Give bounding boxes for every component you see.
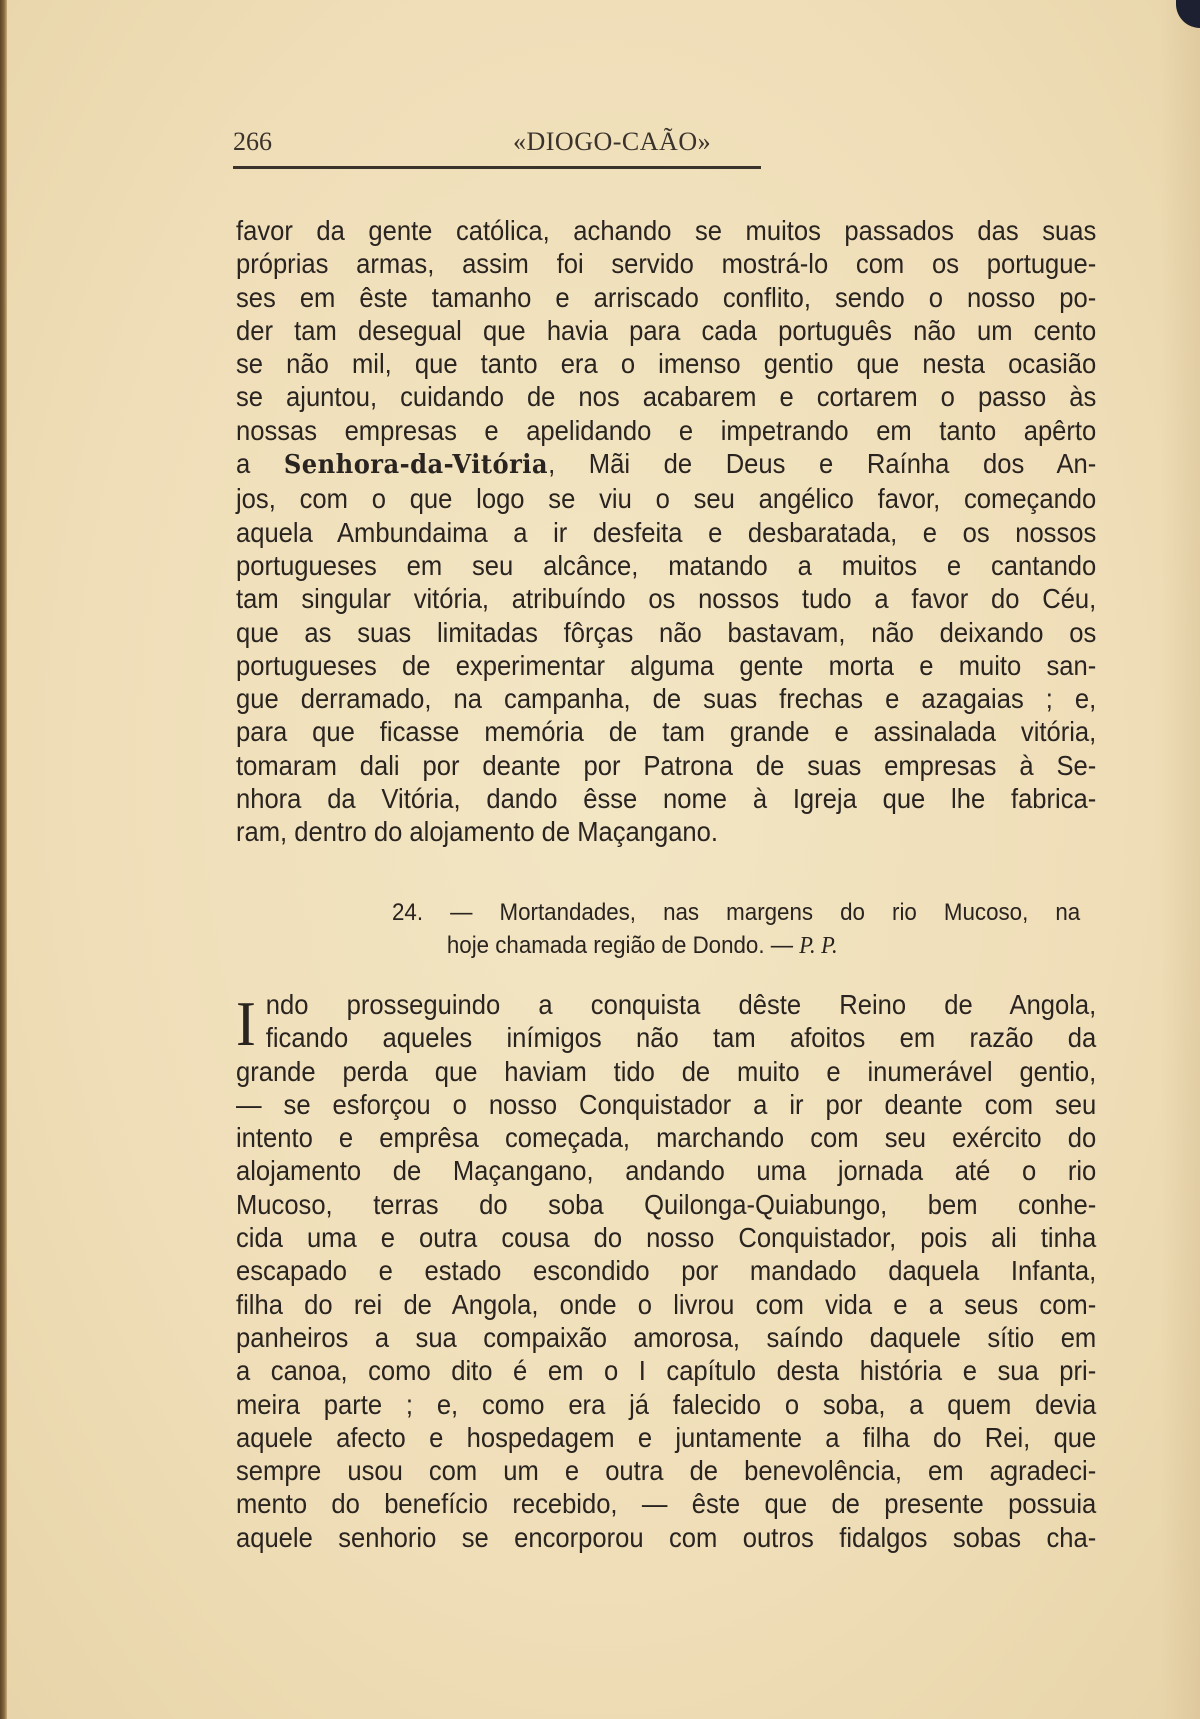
text-line: ficando aqueles inímigos não tam afoitos em razão da xyxy=(265,1022,1097,1054)
text-line: intento e emprêsa começada, marchando com seu exército do xyxy=(236,1122,1097,1154)
text-fragment: , Mãi de Deus e Raínha dos An- xyxy=(548,448,1097,480)
text-line: alojamento de Maçangano, andando uma jornada até o rio xyxy=(236,1155,1097,1187)
text-line: aquela Ambundaima a ir desfeita e desbaratada, e os nossos xyxy=(236,516,1097,548)
text-line: se ajuntou, cuidando de nos acabarem e cortarem o passo às xyxy=(236,381,1097,413)
text-line: que as suas limitadas fôrças não bastavam, não deixando os xyxy=(236,616,1097,648)
text-line: se não mil, que tanto era o imenso gentio que nesta ocasião xyxy=(236,348,1097,380)
text-line: sempre usou com um e outra de benevolência, em agradeci- xyxy=(236,1455,1097,1487)
running-title: «DIOGO-CAÃO» xyxy=(513,127,712,156)
paragraph-2 xyxy=(236,988,1097,1554)
text-line: portugueses de experimentar alguma gente morta e muito san- xyxy=(236,649,1097,681)
page-edge-shade xyxy=(1160,0,1200,1719)
text-line: ram, dentro do alojamento de Maçangano. xyxy=(236,816,718,848)
text-line: portugueses em seu alcânce, matando a muitos e cantando xyxy=(236,549,1097,581)
text-line: cida uma e outra cousa do nosso Conquistador, pois ali tinha xyxy=(236,1222,1097,1254)
text-line: filha do rei de Angola, onde o livrou com vida e a seus com- xyxy=(236,1288,1097,1320)
caption-line xyxy=(392,929,1080,963)
text-line: — se esforçou o nosso Conquistador a ir por deante com seu xyxy=(236,1088,1097,1120)
caption-text: hoje chamada região de Dondo. — xyxy=(446,932,800,959)
header-rule xyxy=(233,166,761,169)
text-line: nhora da Vitória, dando êsse nome à Igreja que lhe fabrica- xyxy=(236,783,1097,815)
text-line: mento do benefício recebido, — êste que de presente possuia xyxy=(236,1488,1097,1520)
text-fragment: a xyxy=(236,448,284,480)
caption-author: P. P. xyxy=(799,933,838,959)
text-line: grande perda que haviam tido de muito e inumerável gentio, xyxy=(236,1055,1097,1087)
page-binding-edge xyxy=(0,0,7,1719)
text-line: panheiros a sua compaixão amorosa, saíndo daquele sítio em xyxy=(236,1321,1097,1353)
text-line: tam singular vitória, atribuíndo os nossos tudo a favor do Céu, xyxy=(236,583,1097,615)
text-line: próprias armas, assim foi servido mostrá-lo com os portugue- xyxy=(236,248,1097,280)
text-line: ndo prosseguindo a conquista dêste Reino de Angola, xyxy=(265,989,1097,1020)
caption-line: 24. — Mortandades, nas margens do rio Mucoso, na xyxy=(392,899,1081,926)
text-line: Mucoso, terras do soba Quilonga-Quiabungo, bem conhe- xyxy=(236,1188,1097,1220)
text-line: nossas empresas e apelidando e impetrando em tanto apêrto xyxy=(236,414,1097,446)
paragraph-1 xyxy=(236,214,1097,849)
text-line: escapado e estado escondido por mandado daquela Infanta, xyxy=(236,1255,1097,1287)
text-line xyxy=(236,447,1096,482)
drop-cap: I xyxy=(236,988,256,1059)
text-line: a canoa, como dito é em o I capítulo desta história e sua pri- xyxy=(236,1355,1097,1387)
section-caption xyxy=(392,896,1080,963)
text-line: ses em êste tamanho e arriscado conflito, sendo o nosso po- xyxy=(236,281,1097,313)
text-line: jos, com o que logo se viu o seu angélico favor, começando xyxy=(236,483,1097,515)
text-line: aquele senhorio se encorporou com outros fidalgos sobas cha- xyxy=(236,1521,1097,1553)
running-header xyxy=(233,127,761,167)
text-line: tomaram dali por deante por Patrona de suas empresas à Se- xyxy=(236,749,1097,781)
text-line: gue derramado, na campanha, de suas frechas e azagaias ; e, xyxy=(236,683,1097,715)
text-line: para que ficasse memória de tam grande e assinalada vitória, xyxy=(236,716,1097,748)
text-line: der tam desegual que havia para cada português não um cento xyxy=(236,314,1097,346)
text-line: favor da gente católica, achando se muitos passados das suas xyxy=(236,215,1097,246)
text-line: aquele afecto e hospedagem e juntamente a filha do Rei, que xyxy=(236,1421,1097,1453)
page-number: 266 xyxy=(233,127,272,156)
text-line: meira parte ; e, como era já falecido o soba, a quem devia xyxy=(236,1388,1097,1420)
bold-name-senhora-da-vitoria: Senhora-da-Vitória xyxy=(283,450,549,481)
